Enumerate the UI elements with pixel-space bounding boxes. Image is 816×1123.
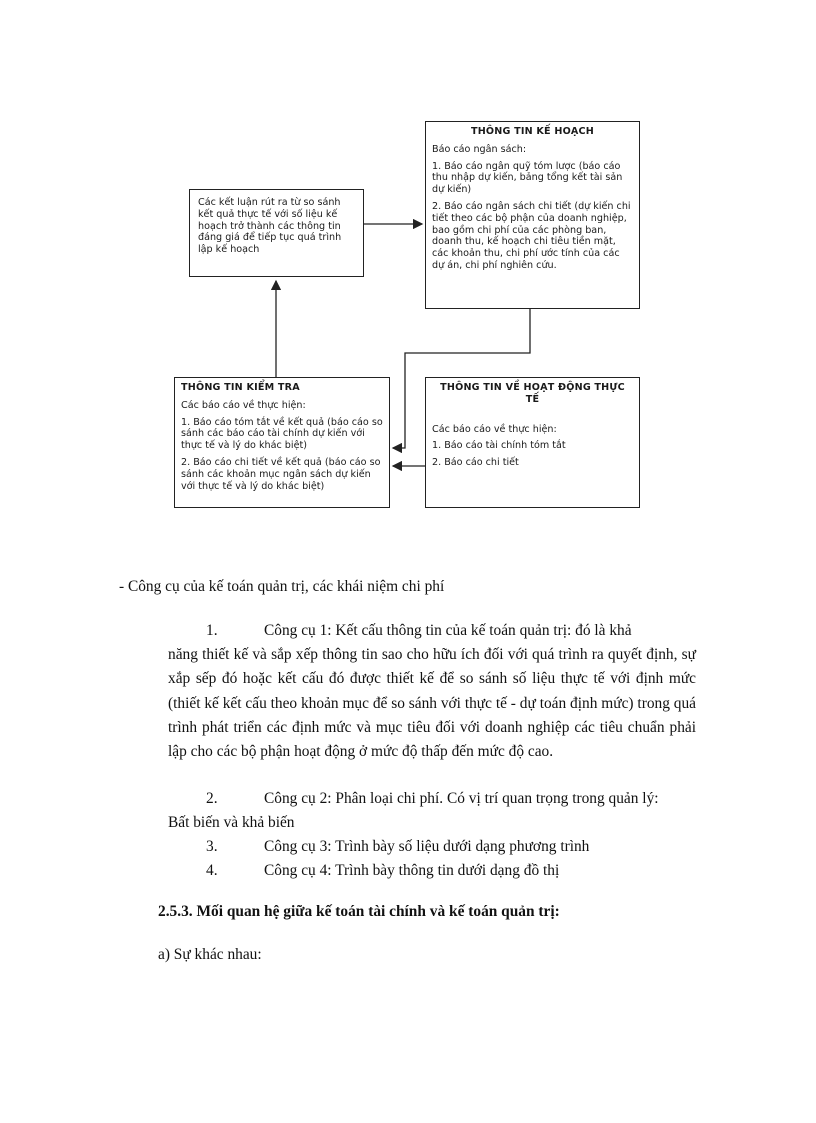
subsection-label: a) Sự khác nhau: <box>158 946 262 963</box>
plan-box-item: 2. Báo cáo ngân sách chi tiết (dự kiến chi tiết theo các bộ phận của doanh nghiệp, bao gồm chi phí của các phòng ban, doanh thu, kế hoạch chi tiêu tiền mặt, các khoản thu, chi phí ước tính của các dự án, chi phí nghiên cứu. <box>432 200 631 271</box>
actual-box-subtitle: Các báo cáo về thực hiện: <box>432 423 557 435</box>
tool-4-number: 4. <box>206 862 218 879</box>
intro-line: - Công cụ của kế toán quản trị, các khái niệm chi phí <box>119 578 445 595</box>
tool-1-body: năng thiết kế và sắp xếp thông tin sao cho hữu ích đối với quá trình ra quyết định, sự xắp sếp đó hoặc kết cấu đó được thiết kế để so sánh số liệu thực tế với định mức (thiết kế kết cấu theo khoản mục để so sánh với thực tế - dự toán định mức) trong quá trình phát triển các định mức và mục tiêu đối với doanh nghiệp các tiêu chuẩn phải lập cho các bộ phận hoạt động ở mức độ thấp đến mức độ cao. <box>168 646 696 761</box>
conclusion-box <box>189 189 364 277</box>
tool-1-first-line: Công cụ 1: Kết cấu thông tin của kế toán quản trị: đó là khả <box>264 622 632 639</box>
diagram-connectors <box>0 0 816 540</box>
control-box-item: 2. Báo cáo chi tiết về kết quả (báo cáo so sánh các khoản mục ngân sách dự kiến với thực tế và lý do khác biệt) <box>181 456 381 492</box>
tool-3-line <box>206 835 706 859</box>
tool-2-first-line: Công cụ 2: Phân loại chi phí. Có vị trí quan trọng trong quản lý: <box>264 790 659 807</box>
tool-4-line <box>206 859 706 883</box>
actual-info-box <box>425 377 640 508</box>
tool-2-number: 2. <box>206 790 218 807</box>
tool-3-number: 3. <box>206 838 218 855</box>
tool-2-body: Bất biến và khả biến <box>168 814 295 832</box>
tool-1-number: 1. <box>206 622 218 639</box>
conclusion-text: Các kết luận rút ra từ so sánh kết quả thực tế với số liệu kế hoạch trở thành các thông tin đáng giá để tiếp tục quá trình lập kế hoạch <box>198 197 342 256</box>
section-heading: 2.5.3. Mối quan hệ giữa kế toán tài chính và kế toán quản trị: <box>158 903 560 920</box>
tool-2-paragraph <box>168 787 696 835</box>
plan-info-box <box>425 121 640 309</box>
plan-box-subtitle: Báo cáo ngân sách: <box>432 143 527 155</box>
control-box-title: THÔNG TIN KIỂM TRA <box>181 382 300 393</box>
control-info-box <box>174 377 390 508</box>
control-box-item: 1. Báo cáo tóm tắt về kết quả (báo cáo so sánh các báo cáo tài chính dự kiến với thực tế và lý do khác biệt) <box>181 416 383 452</box>
actual-box-item: 2. Báo cáo chi tiết <box>432 457 519 469</box>
plan-box-title: THÔNG TIN KẾ HOẠCH <box>470 126 595 137</box>
plan-box-item: 1. Báo cáo ngân quỹ tóm lược (báo cáo thu nhập dự kiến, bảng tổng kết tài sản dự kiến) <box>432 160 623 196</box>
control-box-subtitle: Các báo cáo về thực hiện: <box>181 399 306 411</box>
tool-4-text: Công cụ 4: Trình bày thông tin dưới dạng đồ thị <box>264 862 560 879</box>
actual-box-title: THÔNG TIN VỀ HOẠT ĐỘNG THỰC TẾ <box>440 382 625 405</box>
tool-1-paragraph <box>168 619 696 764</box>
actual-box-item: 1. Báo cáo tài chính tóm tắt <box>432 440 566 452</box>
tool-3-text: Công cụ 3: Trình bày số liệu dưới dạng phương trình <box>264 838 590 855</box>
flow-diagram <box>0 0 816 540</box>
